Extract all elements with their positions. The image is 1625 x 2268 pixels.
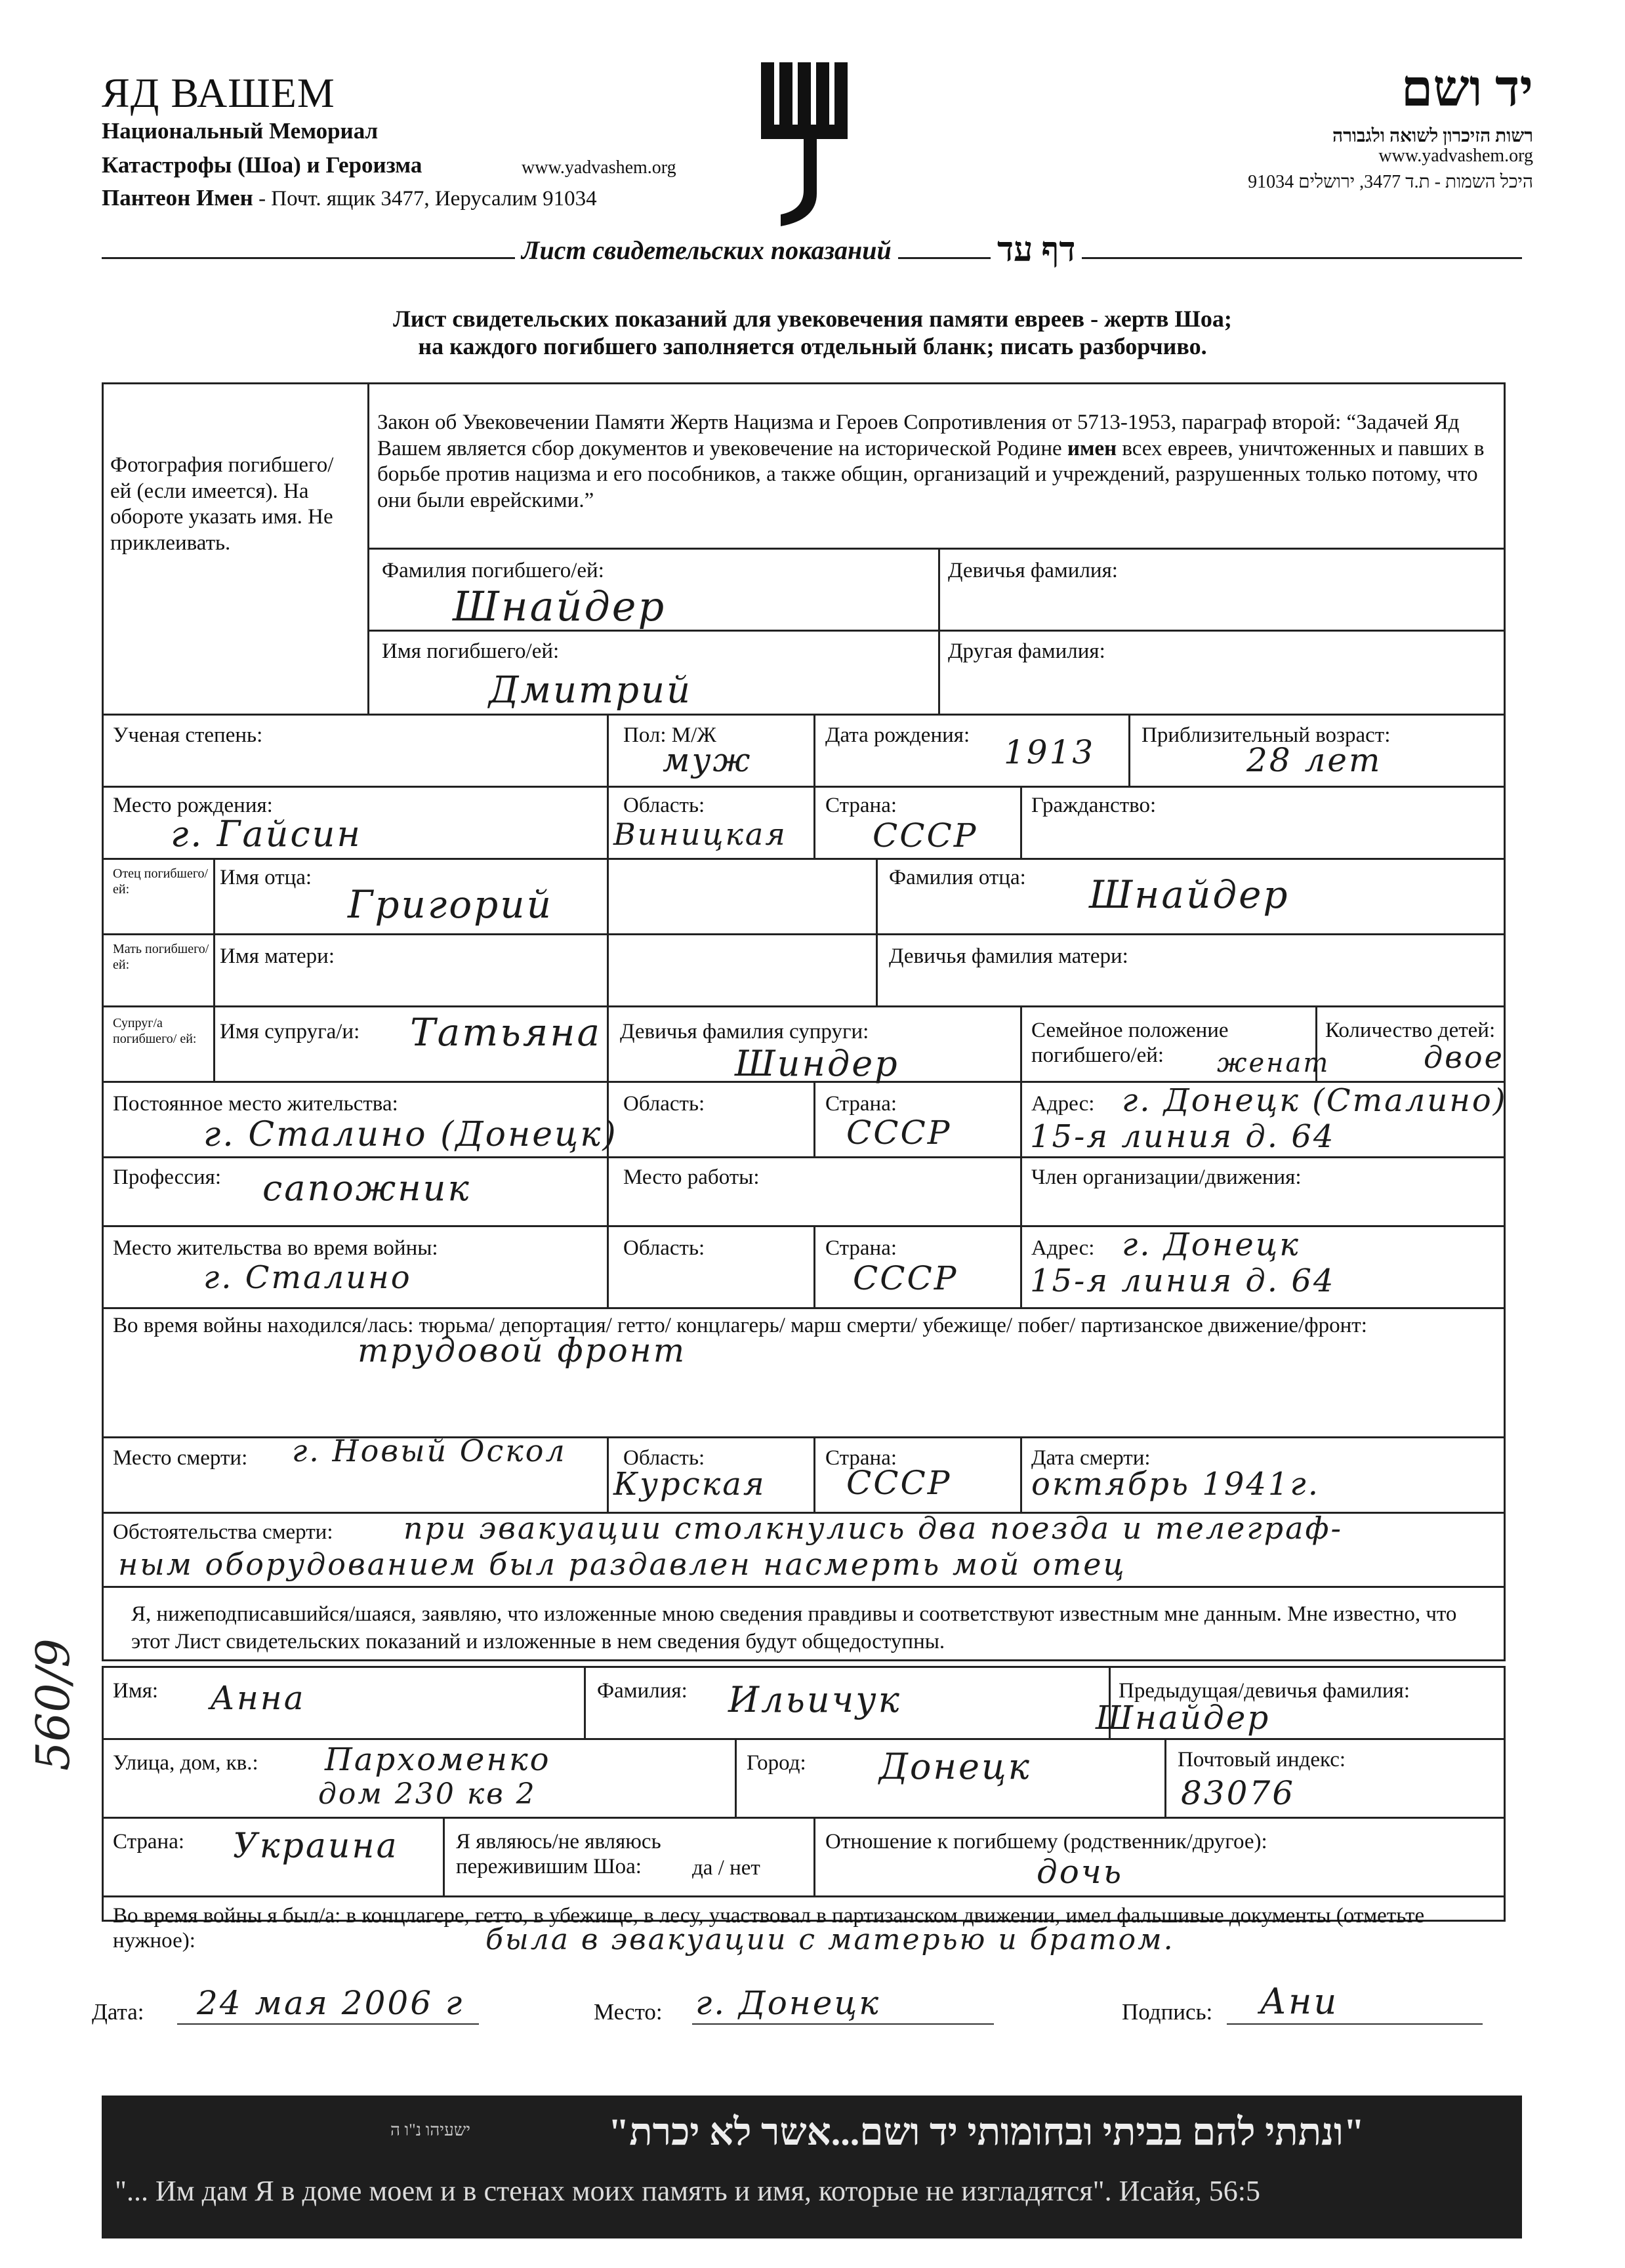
- signature-value[interactable]: Ани: [1260, 1981, 1339, 2022]
- war-address-label: Адрес:: [1031, 1236, 1095, 1260]
- form-title: Лист свидетельских показаний: [515, 235, 898, 266]
- sex-value[interactable]: муж: [663, 741, 752, 779]
- org-address-he: היכל השמות - ת.ד 3477, ירושלים 91034: [1248, 172, 1533, 192]
- birth-region-label: Область:: [623, 794, 705, 817]
- first-name-value[interactable]: Дмитрий: [489, 669, 693, 712]
- grid-line: [1128, 714, 1130, 786]
- grid-line: [1020, 786, 1022, 858]
- father-surname-value[interactable]: Шнайдер: [1089, 872, 1290, 917]
- org-name-he: יד ושם: [1401, 60, 1533, 117]
- war-residence-value[interactable]: г. Сталино: [203, 1259, 412, 1296]
- place-label: Место:: [594, 1999, 663, 2025]
- death-country-value[interactable]: СССР: [846, 1464, 952, 1502]
- sub-zip-label: Почтовый индекс:: [1178, 1748, 1346, 1772]
- birth-date-label: Дата рождения:: [825, 723, 970, 747]
- sub-name-value[interactable]: Анна: [210, 1679, 306, 1717]
- place-value[interactable]: г. Донецк: [695, 1984, 881, 2022]
- side-number: 560/9: [26, 1638, 80, 1771]
- sex-label: Пол: М/Ж: [623, 723, 716, 747]
- survivor-choice[interactable]: да / нет: [692, 1856, 760, 1880]
- birthplace-label: Место рождения:: [113, 794, 273, 817]
- date-line: [177, 2023, 479, 2025]
- grid-line: [607, 1225, 609, 1307]
- org-subtitle-1: Национальный Мемориал: [102, 118, 379, 144]
- grid-line: [102, 1817, 1506, 1819]
- grid-line: [1164, 1738, 1166, 1817]
- grid-line: [813, 1081, 815, 1156]
- signature-line: [1227, 2023, 1483, 2025]
- war-address-line1[interactable]: г. Донецк: [1122, 1226, 1300, 1263]
- grid-line: [584, 1666, 586, 1738]
- sub-war-label: Во время войны я был/а: в концлагере, гетто, в убежище, в лесу, участвовал в партизанском движении, имел фальшивые документы (отметьте нужное):: [113, 1904, 1425, 1953]
- sub-street-line2[interactable]: дом 230 кв 2: [318, 1777, 537, 1811]
- yad-vashem-logo-icon: [754, 62, 866, 253]
- grid-line: [735, 1738, 737, 1817]
- relation-value[interactable]: дочь: [1037, 1853, 1124, 1891]
- member-org-label: Член организации/движения:: [1031, 1165, 1302, 1189]
- war-status-value[interactable]: трудовой фронт: [358, 1331, 687, 1369]
- residence-value[interactable]: г. Сталино (Донецк): [203, 1115, 618, 1154]
- sub-country-label: Страна:: [113, 1830, 185, 1853]
- grid-line: [607, 1156, 609, 1225]
- survivor-label: Я являюсь/не являюсь переживишим Шоа:: [456, 1830, 661, 1878]
- birthplace-value[interactable]: г. Гайсин: [171, 813, 362, 855]
- website-he: www.yadvashem.org: [1378, 146, 1533, 166]
- surname-label: Фамилия погибшего/ей:: [382, 559, 604, 582]
- spouse-name-label: Имя супруга/и:: [220, 1020, 360, 1043]
- sub-name-label: Имя:: [113, 1679, 159, 1703]
- place-line: [692, 2023, 994, 2025]
- org-subtitle-2: Катастрофы (Шоа) и Героизма: [102, 152, 422, 178]
- marital-label: Семейное положение погибшего/ей:: [1031, 1019, 1229, 1067]
- grid-line: [102, 714, 1506, 716]
- birth-country-value[interactable]: ССCР: [873, 817, 978, 855]
- maiden-label: Девичья фамилия:: [948, 559, 1118, 582]
- res-address-line2[interactable]: 15-я линия д. 64: [1030, 1118, 1336, 1155]
- death-circ-line2[interactable]: ным оборудованием был раздавлен насмерть мой отец: [118, 1547, 1126, 1582]
- grid-line: [1020, 1436, 1022, 1512]
- footer-banner: [102, 2096, 1522, 2238]
- sub-prev-value[interactable]: Шнайдер: [1096, 1699, 1271, 1737]
- signature-label: Подпись:: [1122, 1999, 1213, 2025]
- grid-line: [102, 1738, 1506, 1740]
- sub-street-label: Улица, дом, кв.:: [113, 1751, 258, 1775]
- father-name-label: Имя отца:: [220, 866, 312, 889]
- intro-line-1: Лист свидетельских показаний для увековечения памяти евреев - жертв Шоа;: [393, 306, 1232, 332]
- grid-line: [1020, 1225, 1022, 1307]
- grid-line: [102, 1895, 1506, 1897]
- death-place-label: Место смерти:: [113, 1446, 248, 1470]
- war-status-label: Во время войны находился/лась: тюрьма/ депортация/ гетто/ концлагерь/ марш смерти/ убежище/ побег/ партизанское движение/фронт:: [113, 1314, 1367, 1337]
- grid-line: [102, 1586, 1506, 1588]
- sub-surname-label: Фамилия:: [597, 1679, 688, 1703]
- spouse-maiden-value[interactable]: Шиндер: [735, 1043, 899, 1084]
- org-name-ru: ЯД ВАШЕМ: [102, 70, 335, 116]
- mother-name-label: Имя матери:: [220, 944, 335, 968]
- grid-line: [102, 933, 1506, 935]
- war-country-label: Страна:: [825, 1236, 897, 1260]
- grid-line: [938, 548, 940, 714]
- grid-line: [102, 1156, 1506, 1158]
- other-surname-label: Другая фамилия:: [948, 639, 1105, 663]
- res-address-label: Адрес:: [1031, 1092, 1095, 1116]
- banner-hebrew-citation: ישעיהו נ"ו ה: [390, 2120, 471, 2139]
- declaration-text: Я, нижеподписавшийся/шаяся, заявляю, что изложенные мною сведения правдивы и соответствуют известным мне данным. Мне известно, что этот Лист свидетельских показаний и изложенные в нем сведения будут общедоступны.: [131, 1602, 1457, 1654]
- banner-hebrew-quote: "ונתתי להם בביתי ובחומותי יד ושם...אשר לא יכרת": [608, 2111, 1365, 2153]
- grid-line: [813, 1436, 815, 1512]
- org-pantheon: Пантеон Имен: [102, 185, 253, 211]
- father-name-value[interactable]: Григорий: [348, 882, 553, 927]
- org-address: [102, 185, 597, 211]
- sub-city-value[interactable]: Донецк: [879, 1746, 1031, 1787]
- approx-age-label: Приблизительный возраст:: [1142, 723, 1391, 747]
- sub-zip-value[interactable]: 83076: [1181, 1774, 1296, 1812]
- death-place-value[interactable]: г. Новый Оскол: [292, 1433, 567, 1468]
- war-region-label: Область:: [623, 1236, 705, 1260]
- profession-value[interactable]: сапожник: [262, 1167, 471, 1209]
- death-date-label: Дата смерти:: [1031, 1446, 1151, 1470]
- relation-label: Отношение к погибшему (родственник/другое):: [825, 1830, 1267, 1853]
- grid-line: [813, 714, 815, 786]
- date-value[interactable]: 24 мая 2006 г: [197, 1984, 464, 2022]
- death-date-value[interactable]: октябрь 1941г.: [1031, 1466, 1320, 1503]
- intro-line-2: на каждого погибшего заполняется отдельный бланк; писать разборчиво.: [418, 333, 1207, 359]
- org-subtitle-he: רשות הזיכרון לשואה ולגבורה: [1332, 126, 1533, 146]
- sub-city-label: Город:: [747, 1751, 806, 1775]
- citizenship-label: Гражданство:: [1031, 794, 1157, 817]
- grid-line: [367, 548, 1506, 550]
- spouse-side-label: Супруг/а погибшего/ ей:: [113, 1016, 197, 1046]
- grid-line: [876, 933, 878, 1005]
- grid-line: [213, 858, 215, 1081]
- law-text: [377, 410, 1486, 514]
- date-label: Дата:: [92, 1999, 144, 2025]
- grid-line: [102, 786, 1506, 788]
- sub-war-value[interactable]: была в эвакуации с матерью и братом.: [485, 1923, 1175, 1956]
- grid-line: [1020, 1005, 1022, 1081]
- workplace-label: Место работы:: [623, 1165, 760, 1189]
- sub-country-value[interactable]: Украина: [233, 1827, 399, 1866]
- grid-line: [607, 714, 609, 1081]
- children-value[interactable]: двое: [1424, 1040, 1504, 1075]
- law-text-a: Закон об Увековечении Памяти Жертв Нацизма и Героев Сопротивления от 5713-1953, параграф второй: “Задачей Яд Вашем является сбор документов и увековечение на исторической Родине: [377, 411, 1460, 460]
- death-circ-label: Обстоятельства смерти:: [113, 1520, 333, 1544]
- grid-line: [102, 858, 1506, 860]
- org-postal: - Почт. ящик 3477, Иерусалим 91034: [253, 187, 597, 211]
- war-address-line2[interactable]: 15-я линия д. 64: [1030, 1263, 1336, 1299]
- surname-value[interactable]: Шнайдер: [453, 582, 667, 630]
- death-circ-line1[interactable]: при эвакуации столкнулись два поезда и телеграф-: [403, 1510, 1344, 1546]
- grid-line: [443, 1817, 445, 1895]
- birth-country-label: Страна:: [825, 794, 897, 817]
- sub-street-line1[interactable]: Пархоменко: [325, 1741, 551, 1778]
- marital-value[interactable]: женат: [1217, 1048, 1330, 1078]
- res-country-label: Страна:: [825, 1092, 897, 1116]
- grid-line: [813, 1817, 815, 1895]
- father-side-label: Отец погибшего/ ей:: [113, 866, 209, 897]
- res-address-line1[interactable]: г. Донецк (Сталино): [1122, 1082, 1508, 1119]
- sub-surname-value[interactable]: Ильичук: [728, 1679, 901, 1720]
- father-surname-label: Фамилия отца:: [889, 866, 1026, 889]
- degree-label: Ученая степень:: [113, 723, 263, 747]
- grid-line: [102, 1307, 1506, 1309]
- birth-region-value[interactable]: Виницкая: [613, 817, 787, 852]
- res-country-value[interactable]: СССР: [846, 1114, 952, 1152]
- spouse-maiden-label: Девичья фамилия супруги:: [620, 1020, 869, 1043]
- war-residence-label: Место жительства во время войны:: [113, 1236, 438, 1260]
- war-country-value[interactable]: СССР: [853, 1259, 958, 1297]
- residence-label: Постоянное место жительства:: [113, 1092, 398, 1116]
- death-region-value[interactable]: Курская: [613, 1466, 766, 1503]
- birth-date-value[interactable]: 1913: [1004, 733, 1096, 771]
- spouse-name-value[interactable]: Татьяна: [410, 1010, 602, 1055]
- form-title-he: דף עד: [991, 231, 1082, 270]
- website-ru: www.yadvashem.org: [522, 157, 676, 178]
- photo-instructions: Фотография погибшего/ей (если имеется). На обороте указать имя. Не приклеивать.: [110, 453, 334, 555]
- death-region-label: Область:: [623, 1446, 705, 1470]
- grid-line: [1020, 1081, 1022, 1156]
- grid-line: [1020, 1156, 1022, 1225]
- mother-side-label: Мать погибшего/ ей:: [113, 942, 209, 972]
- banner-russian-quote: "... Им дам Я в доме моем и в стенах моих память и имя, которые не изгладятся". Исайя, 56:5: [115, 2175, 1260, 2207]
- grid-line: [813, 786, 815, 858]
- profession-label: Профессия:: [113, 1165, 221, 1189]
- first-name-label: Имя погибшего/ей:: [382, 639, 560, 663]
- children-label: Количество детей:: [1325, 1019, 1496, 1042]
- grid-line: [102, 1005, 1506, 1007]
- law-text-b: всех евреев, уничтоженных и павших в борьбе против нацизма и его пособников, а также общин, организаций и учреждений, разрушенных только потому, что они были еврейскими.”: [377, 436, 1485, 512]
- grid-line: [876, 858, 878, 933]
- death-country-label: Страна:: [825, 1446, 897, 1470]
- res-region-label: Область:: [623, 1092, 705, 1116]
- law-text-bold: имен: [1067, 436, 1117, 460]
- grid-line: [813, 1225, 815, 1307]
- grid-line: [607, 1436, 609, 1512]
- mother-maiden-label: Девичья фамилия матери:: [889, 944, 1128, 968]
- approx-age-value[interactable]: 28 лет: [1246, 741, 1382, 779]
- sub-prev-label: Предыдущая/девичья фамилия:: [1119, 1679, 1410, 1703]
